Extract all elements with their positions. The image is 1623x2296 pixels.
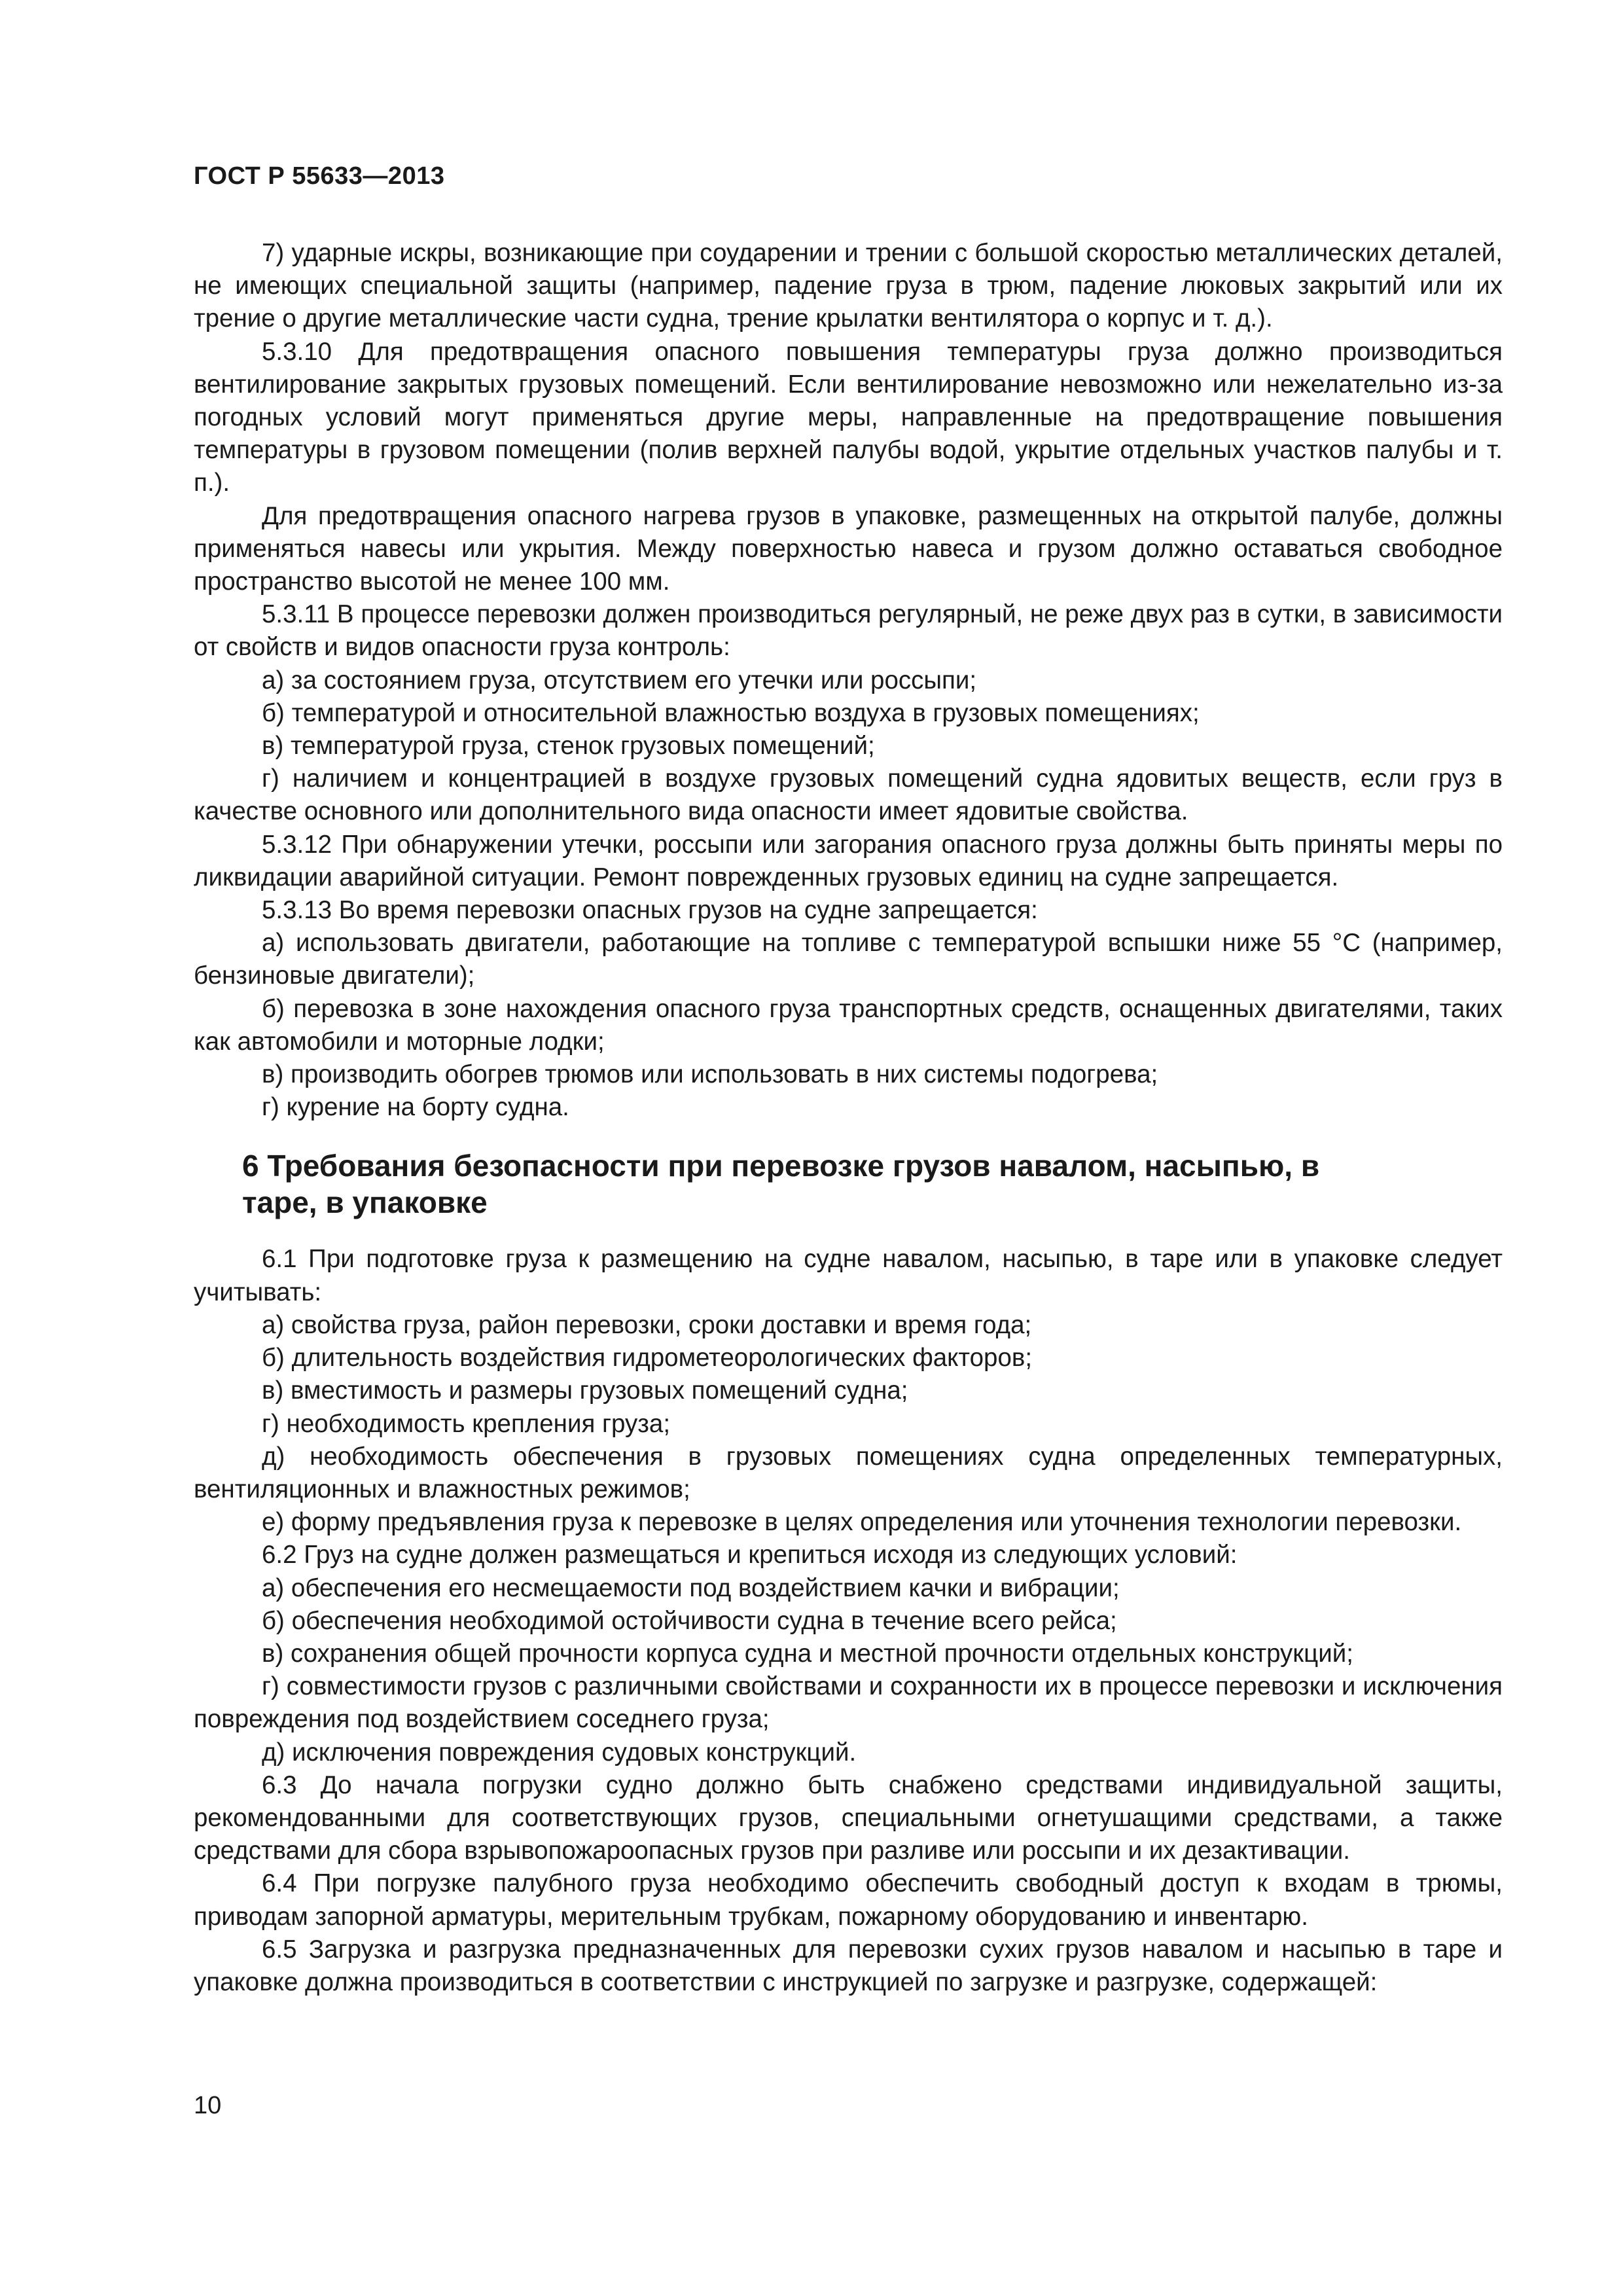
paragraph: 6.5 Загрузка и разгрузка предназначенных для перевозки сухих грузов навалом и насыпью в таре и упаковке должна производиться в соответствии с инструкцией по загрузке и разгрузке, содержащей: (194, 1935, 1503, 1996)
paragraph: 5.3.10 Для предотвращения опасного повышения температуры груза должно производиться вентилирование закрытых грузовых помещений. Если вентилирование невозможно или нежелательно из-за погодных условий могут применяться другие меры, направленные на предотвращение повышения температуры в грузовом помещении (полив верхней палубы водой, укрытие отдельных участков палубы и т. п.). (194, 337, 1503, 497)
paragraph: 6.1 При подготовке груза к размещению на судне навалом, насыпью, в таре или в упаковке следует учитывать: (194, 1245, 1503, 1306)
document-body (194, 237, 1503, 1999)
list-item: в) температурой груза, стенок грузовых помещений; (262, 732, 875, 761)
list-item: б) температурой и относительной влажностью воздуха в грузовых помещениях; (262, 698, 1200, 727)
list-item: а) за состоянием груза, отсутствием его утечки или россыпи; (262, 666, 977, 694)
page-number: 10 (194, 2092, 222, 2119)
list-item: б) длительность воздействия гидрометеорологических факторов; (262, 1344, 1033, 1372)
paragraph: 6.2 Груз на судне должен размещаться и крепиться исходя из следующих условий: (262, 1541, 1238, 1570)
document-code-header: ГОСТ Р 55633—2013 (194, 162, 445, 190)
paragraph: 5.3.11 В процессе перевозки должен производиться регулярный, не реже двух раз в сутки, в зависимости от свойств и видов опасности груза контроль: (194, 600, 1503, 662)
list-item: а) использовать двигатели, работающие на топливе с температурой вспышки ниже 55 °C (например, бензиновые двигатели); (194, 929, 1503, 990)
paragraph: 6.4 При погрузке палубного груза необходимо обеспечить свободный доступ к входам в трюмы, приводам запорной арматуры, мерительным трубкам, пожарному оборудованию и инвентарю. (194, 1869, 1503, 1931)
list-item: д) необходимость обеспечения в грузовых помещениях судна определенных температурных, вентиляционных и влажностных режимов; (194, 1442, 1503, 1503)
list-item: г) совместимости грузов с различными свойствами и сохранности их в процессе перевозки и исключения повреждения под воздействием соседнего груза; (194, 1672, 1503, 1734)
list-item: г) необходимость крепления груза; (262, 1409, 671, 1438)
paragraph: 7) ударные искры, возникающие при соударении и трении с большой скоростью металлических деталей, не имеющих специальной защиты (например, падение груза в трюм, падение люковых закрытий или их трение о другие металлические части судна, трение крылатки вентилятора о корпус и т. д.). (194, 239, 1503, 333)
list-item: в) вместимость и размеры грузовых помещений судна; (262, 1376, 908, 1405)
list-item: в) производить обогрев трюмов или использовать в них системы подогрева; (262, 1060, 1158, 1089)
list-item: б) обеспечения необходимой остойчивости судна в течение всего рейса; (262, 1606, 1117, 1635)
list-item: г) курение на борту судна. (262, 1093, 569, 1122)
paragraph: 6.3 До начала погрузки судно должно быть снабжено средствами индивидуальной защиты, рекомендованными для соответствующих грузов, специальными огнетушащими средствами, а также средствами для сбора взрывопожароопасных грузов при разливе или россыпи и их дезактивации. (194, 1770, 1503, 1865)
paragraph: 5.3.13 Во время перевозки опасных грузов на судне запрещается: (262, 896, 1038, 925)
list-item: е) форму предъявления груза к перевозке в целях определения или уточнения технологии перевозки. (262, 1508, 1462, 1537)
list-item: б) перевозка в зоне нахождения опасного груза транспортных средств, оснащенных двигателями, таких как автомобили и моторные лодки; (194, 994, 1503, 1056)
list-item: в) сохранения общей прочности корпуса судна и местной прочности отдельных конструкций; (262, 1639, 1353, 1668)
paragraph: 5.3.12 При обнаружении утечки, россыпи или загорания опасного груза должны быть приняты меры по ликвидации аварийной ситуации. Ремонт поврежденных грузовых единиц на судне запрещается. (194, 830, 1503, 891)
list-item: а) свойства груза, район перевозки, сроки доставки и время года; (262, 1310, 1032, 1339)
list-item: а) обеспечения его несмещаемости под воздействием качки и вибрации; (262, 1573, 1120, 1602)
section-heading: 6 Требования безопасности при перевозке грузов навалом, насыпью, в таре, в упаковке (242, 1149, 1320, 1220)
list-item: д) исключения повреждения судовых конструкций. (262, 1738, 857, 1767)
list-item: г) наличием и концентрацией в воздухе грузовых помещений судна ядовитых веществ, если груз в качестве основного или дополнительного вида опасности имеет ядовитые свойства. (194, 764, 1503, 826)
paragraph: Для предотвращения опасного нагрева грузов в упаковке, размещенных на открытой палубе, должны применяться навесы или укрытия. Между поверхностью навеса и грузом должно оставаться свободное пространство высотой не менее 100 мм. (194, 501, 1503, 596)
